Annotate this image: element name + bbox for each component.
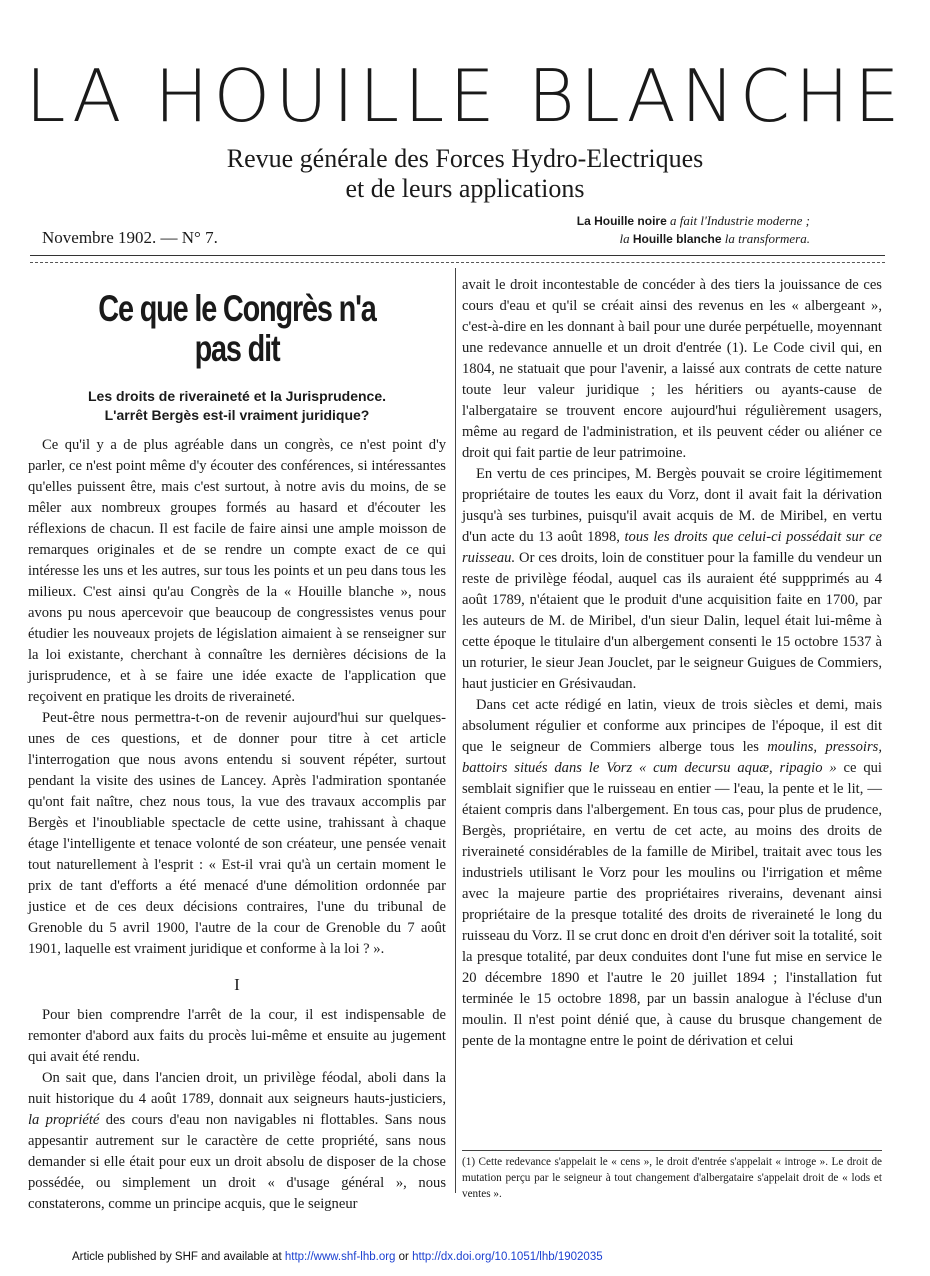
publication-credit: [72, 1251, 603, 1263]
shf-link[interactable]: http://www.shf-lhb.org: [284, 1251, 396, 1263]
motto-text-1: a fait l'Industrie moderne ;: [666, 213, 810, 228]
paragraph: [462, 695, 882, 1052]
deck-line1: Les droits de riveraineté et la Jurisprudence.: [88, 388, 386, 404]
credit-prefix: Article published by SHF and available at: [72, 1251, 285, 1263]
text-run: des cours d'eau non navigables ni flottables. Sans nous appesantir autrement sur le caractère de cette propriété, sans nous demander si elle était pour eux un droit absolu de disposer de la chose possédée, ou simplement un droit « d'usage général », nous constaterons, comme un principe acquis, que le seigneur: [28, 1112, 446, 1212]
motto: [577, 212, 810, 248]
paragraph: Pour bien comprendre l'arrêt de la cour, il est indispensable de remonter d'abord aux faits du procès lui-même et ensuite au jugement qui avait été rendu.: [28, 1007, 446, 1065]
motto-text-2: la transformera.: [721, 231, 810, 246]
text-run: En vertu de ces principes, M. Bergès pouvait se croire légitimement propriétaire de toutes les eaux du Vorz, dont il avait fait la dérivation jusqu'à ses turbines, puisqu'il avait acquis de M. de Miribel, en vertu d'un acte du 13 août 1898,: [462, 466, 882, 545]
paragraph: [28, 1068, 446, 1215]
motto-prefix-2: la: [619, 231, 633, 246]
journal-subtitle-line1: Revue générale des Forces Hydro-Electriques: [226, 144, 704, 173]
article-deck: [28, 387, 446, 425]
left-column: [28, 275, 446, 1215]
paragraph: [462, 464, 882, 695]
italic-run: moulins, pressoirs, battoirs situés dans le Vorz « cum decursu aquæ, ripagio »: [462, 739, 882, 776]
text-run: Or ces droits, loin de constituer pour la famille du vendeur un reste de privilège féodal, auquel cas ils auraient été suppprimés au 4 août 1789, n'étaient que le produit d'une acquisition faite en 1700, par les auteurs de M. de Miribel, d'un sieur Dalin, lequel était lui-même à cette époque le titulaire d'un albergement consenti le 15 octobre 1537 à un roturier, le sieur Jean Jouclet, par le seigneur Guigues de Commiers, haut justicier en Grésivaudan.: [462, 550, 882, 692]
journal-subtitle-line2: et de leurs applications: [345, 174, 585, 203]
header-rule: [30, 255, 885, 256]
doi-link[interactable]: http://dx.doi.org/10.1051/lhb/1902035: [412, 1251, 603, 1263]
paragraph: Ce qu'il y a de plus agréable dans un congrès, ce n'est point d'y parler, ce n'est point même d'y écouter des conférences, si intéressantes qu'elles puissent être, mais c'est surtout, à notre avis du moins, de se mêler aux nombreux groupes formés au hasard et d'écouter les réflexions de chacun. Il est facile de faire ainsi une ample moisson de remarques originales et de se rendre un compte exact de ce qui intéresse les uns et les autres, sur tous les points et un peu dans tous les milieux. C'est ainsi qu'au Congrès de la « Houille blanche », nous avons pu nous apercevoir que beaucoup de congressistes venus pour étudier les nouveaux projets de législation aimaient à se renseigner sur la loi existante, cherchant à connaître les dernières décisions de la jurisprudence, et à se faire une idée exacte de l'application que reçoivent en pratique les droits de riveraineté.: [28, 437, 446, 705]
deck-line2: L'arrêt Bergès est-il vraiment juridique?: [104, 407, 370, 423]
paragraph: Peut-être nous permettra-t-on de revenir aujourd'hui sur quelques-unes de ces questions, et de donner pour titre à cet article l'interrogation que nous avons entendu si souvent répéter, surtout pendant la visite des usines de Lancey. Après l'admiration spontanée qu'ont fait naître, chez nous tous, la vue des travaux accomplis par Bergès et l'inoubliable spectacle de cette usine, trahissant à chaque étage l'intelligente et tenace volonté de son créateur, une pensée venait tout naturellement à l'esprit : « Est-il vrai qu'à un certain moment le prix de tant d'efforts a été menacé d'une démolition ordonnée par justice et de ces deux décisions contraires, l'une du tribunal de Grenoble du 5 avril 1900, l'autre de la cour de Grenoble du 7 août 1901, laquelle est vraiment juridique et conforme à la loi ? ».: [28, 710, 446, 957]
issue-date: Novembre 1902. — N° 7.: [42, 228, 218, 247]
italic-run: tous les droits que celui-ci possédait sur ce ruisseau.: [462, 529, 883, 566]
header-rule-dashed: [30, 262, 885, 263]
text-run: ce qui semblait signifier que le ruisseau en entier — l'eau, la pente et le lit, — étaient compris dans l'albergement. En tous cas, pour plus de prudence, Bergès, propriétaire, en vertu de cet acte, au moins des droits de riveraineté considérables de la famille de Miribel, traitait avec tous les industriels utilisant le Vorz pour les moulins ou l'irrigation et même avec la majeure partie des propriétaires riverains, devenant ainsi propriétaire de la presque totalité des droits de riveraineté le long du ruisseau du Vorz. Il se crut donc en droit d'en dériver soit la totalité, soit la presque totalité, par deux conduites dont l'une fut mise en service le 20 décembre 1890 et l'autre le 20 juillet 1894 ; l'installation fut terminée le 15 octobre 1898, par un bassin analogue à l'écluse d'un moulin. Il n'est point dénié que, à cause du brusque changement de pente de la montagne entre le point de dérivation et celui: [462, 760, 882, 1049]
article-headline: Ce que le Congrès n'a pas dit: [98, 288, 376, 369]
motto-bold-1: La Houille noire: [576, 214, 667, 228]
section-number: I: [234, 975, 240, 994]
motto-bold-2: Houille blanche: [632, 232, 722, 246]
italic-run: la propriété: [28, 1112, 100, 1128]
credit-middle: or: [395, 1251, 413, 1263]
footnote: (1) Cette redevance s'appelait le « cens », le droit d'entrée s'appelait « introge ». Le droit de mutation perçu par le seigneur à tout changement d'albergataire s'appelait droit de « lods et ventes ».: [462, 1156, 882, 1200]
column-separator: [455, 268, 456, 1193]
paragraph: avait le droit incontestable de concéder à des tiers la jouissance de ces cours d'eau et qu'il se créait ainsi des revenus en les « albergeant », c'est-à-dire en les donnant à bail pour une durée perpétuelle, moyennant une redevance annuelle et un droit d'entrée (1). Le Code civil qui, en 1804, ne statuait que pour l'avenir, a laissé aux contrats de cette nature toute leur valeur juridique ; les héritiers ou ayants-cause de l'albergataire se trouvent encore aujourd'hui régulièrement usagers, même au regard de l'administration, et ils peuvent céder ou aliéner ce droit qui fait partie de leur patrimoine.: [462, 277, 882, 461]
journal-title: LA HOUILLE BLANCHE: [25, 54, 905, 138]
text-run: On sait que, dans l'ancien droit, un privilège féodal, aboli dans la nuit historique du 4 août 1789, donnait aux seigneurs hauts-justiciers,: [28, 1070, 446, 1107]
footnote-rule: [462, 1150, 882, 1151]
right-column: [462, 275, 882, 1052]
text-run: Dans cet acte rédigé en latin, vieux de trois siècles et demi, mais absolument régulier et conforme aux principes de l'époque, il est dit que le seigneur de Commiers alberge tous les: [462, 697, 882, 755]
